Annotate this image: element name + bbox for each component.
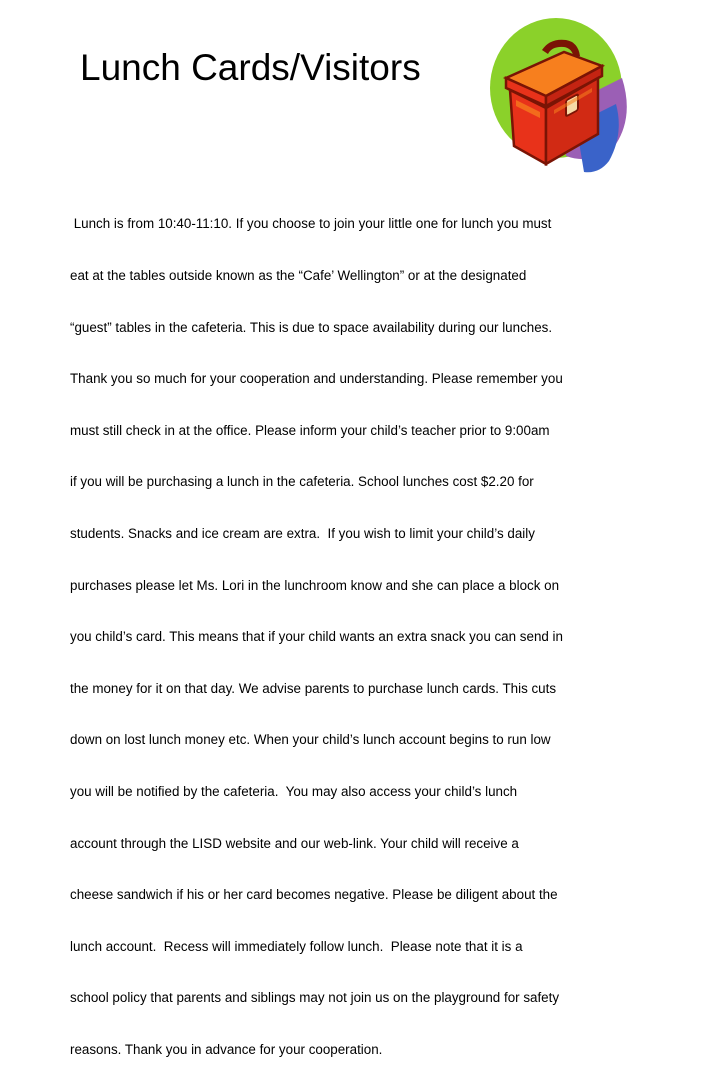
text-line: students. Snacks and ice cream are extra. If you wish to limit your child’s daily xyxy=(70,525,535,541)
text-line: reasons. Thank you in advance for your cooperation. xyxy=(70,1041,383,1057)
text-line: down on lost lunch money etc. When your child’s lunch account begins to run low xyxy=(70,732,551,748)
text-line: account through the LISD website and our web-link. Your child will receive a xyxy=(70,835,519,851)
text-line: if you will be purchasing a lunch in the cafeteria. School lunches cost $2.20 for xyxy=(70,474,534,490)
lunch-policy-paragraph xyxy=(70,181,682,1080)
text-line: eat at the tables outside known as the “Cafe’ Wellington” or at the designated xyxy=(70,268,527,283)
text-line: must still check in at the office. Please inform your child’s teacher prior to 9:00am xyxy=(70,422,550,438)
text-line: “guest” tables in the cafeteria. This is due to space availability during our lunches. xyxy=(70,319,553,335)
text-line: you will be notified by the cafeteria. You may also access your child’s lunch xyxy=(70,783,518,799)
text-line: you child’s card. This means that if your child wants an extra snack you can send in xyxy=(70,629,563,645)
text-line: Lunch is from 10:40-11:10. If you choose to join your little one for lunch you must xyxy=(70,216,552,232)
slide-title: Lunch Cards/Visitors xyxy=(80,47,421,88)
text-line: cheese sandwich if his or her card becomes negative. Please be diligent about the xyxy=(70,887,558,903)
text-line: school policy that parents and siblings may not join us on the playground for safety xyxy=(70,990,560,1006)
text-line: lunch account. Recess will immediately follow lunch. Please note that it is a xyxy=(70,938,523,954)
text-line: the money for it on that day. We advise parents to purchase lunch cards. This cuts xyxy=(70,680,557,696)
lunchbox-icon xyxy=(484,16,634,181)
text-line: purchases please let Ms. Lori in the lunchroom know and she can place a block on xyxy=(70,577,560,593)
text-line: Thank you so much for your cooperation and understanding. Please remember you xyxy=(70,371,563,387)
